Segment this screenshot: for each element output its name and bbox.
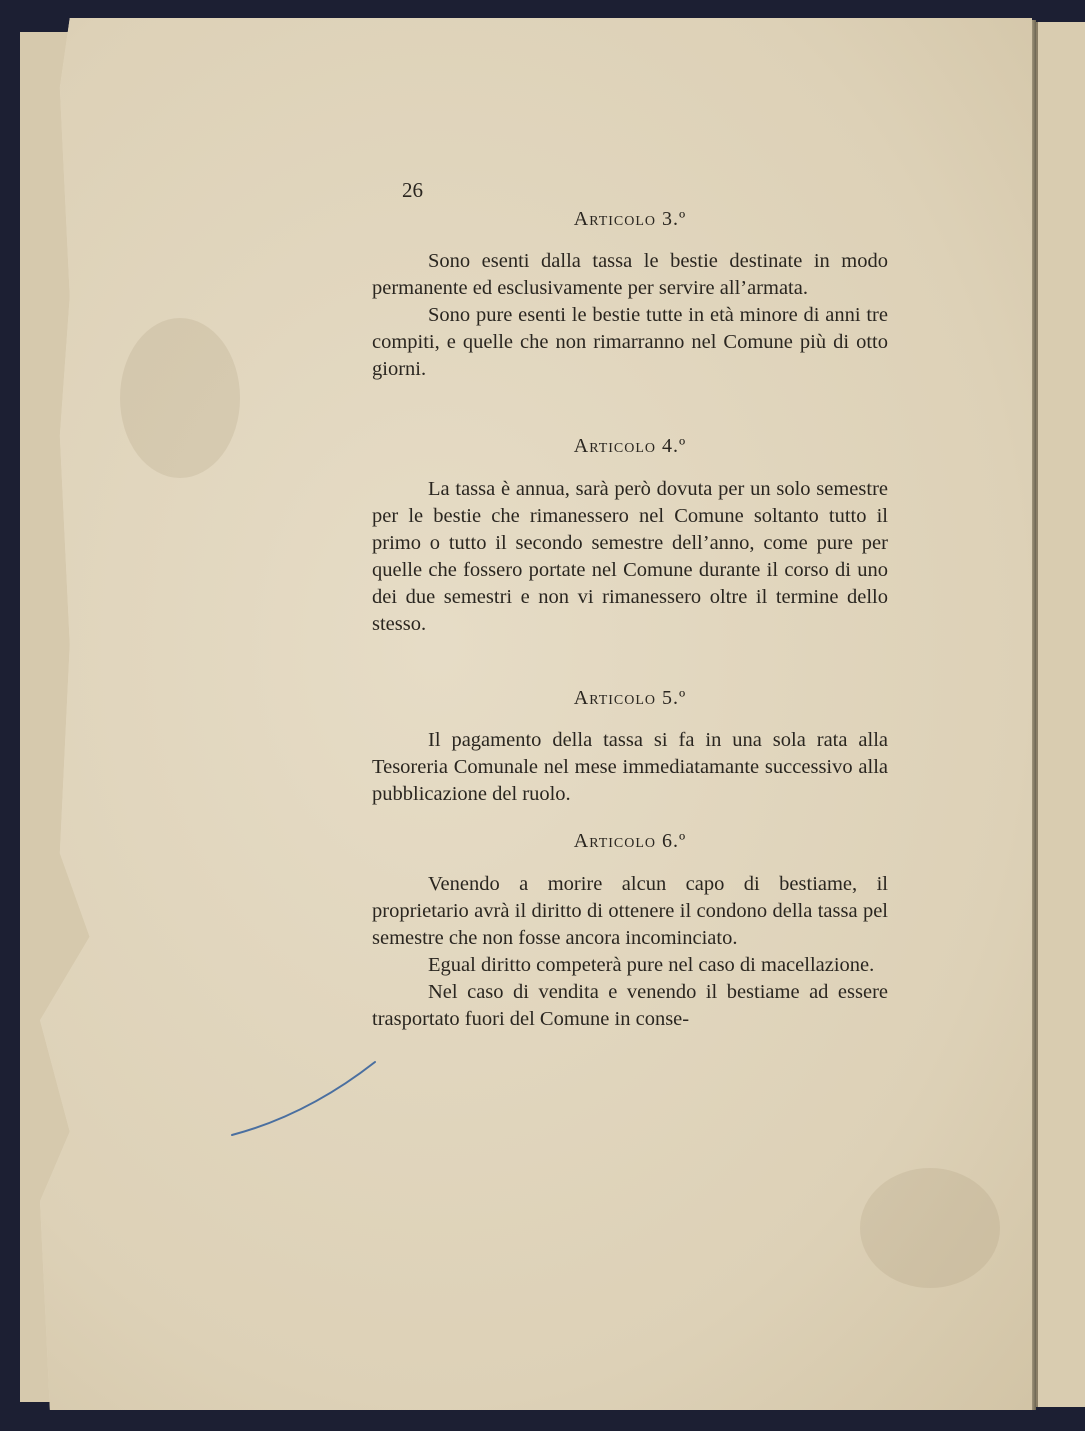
pen-stroke-mark xyxy=(230,1060,380,1140)
paragraph: Nel caso di vendita e venendo il bestiame ad essere trasportato fuori del Comune in conse- xyxy=(372,981,888,1030)
article-body xyxy=(372,727,888,808)
article-heading: Articolo 5.º xyxy=(573,687,687,709)
paragraph: Il pagamento della tassa si fa in una sola rata alla Tesoreria Comunale nel mese immediatamante successivo alla pubblicazione del ruolo. xyxy=(372,729,888,805)
paragraph: Sono pure esenti le bestie tutte in età minore di anni tre compiti, e quelle che non rimarranno nel Comune più di otto giorni. xyxy=(372,304,888,380)
paragraph: Venendo a morire alcun capo di bestiame, il proprietario avrà il diritto di ottenere il condono della tassa pel semestre che non fosse ancora incominciato. xyxy=(372,873,888,949)
article-body xyxy=(372,248,888,383)
paragraph: Sono esenti dalla tassa le bestie destinate in modo permanente ed esclusivamente per servire all’armata. xyxy=(372,250,888,299)
page-number: 26 xyxy=(402,178,423,202)
paragraph: La tassa è annua, sarà però dovuta per un solo semestre per le bestie che rimanessero nel Comune soltanto tutto il primo o tutto il secondo semestre dell’anno, come pure per quelle che fossero portate nel Comune durante il corso di uno dei due semestri e non vi rimanessero oltre il termine dello stesso. xyxy=(372,478,888,635)
article-heading: Articolo 3.º xyxy=(573,208,687,230)
facing-page-edge xyxy=(1036,22,1085,1407)
article-heading: Articolo 6.º xyxy=(573,830,687,852)
paper-stain xyxy=(860,1168,1000,1288)
paragraph: Egual diritto competerà pure nel caso di macellazione. xyxy=(428,954,875,976)
article-heading: Articolo 4.º xyxy=(573,435,687,457)
paper-stain xyxy=(120,318,240,478)
article-body xyxy=(372,476,888,638)
article-body xyxy=(372,871,888,1033)
